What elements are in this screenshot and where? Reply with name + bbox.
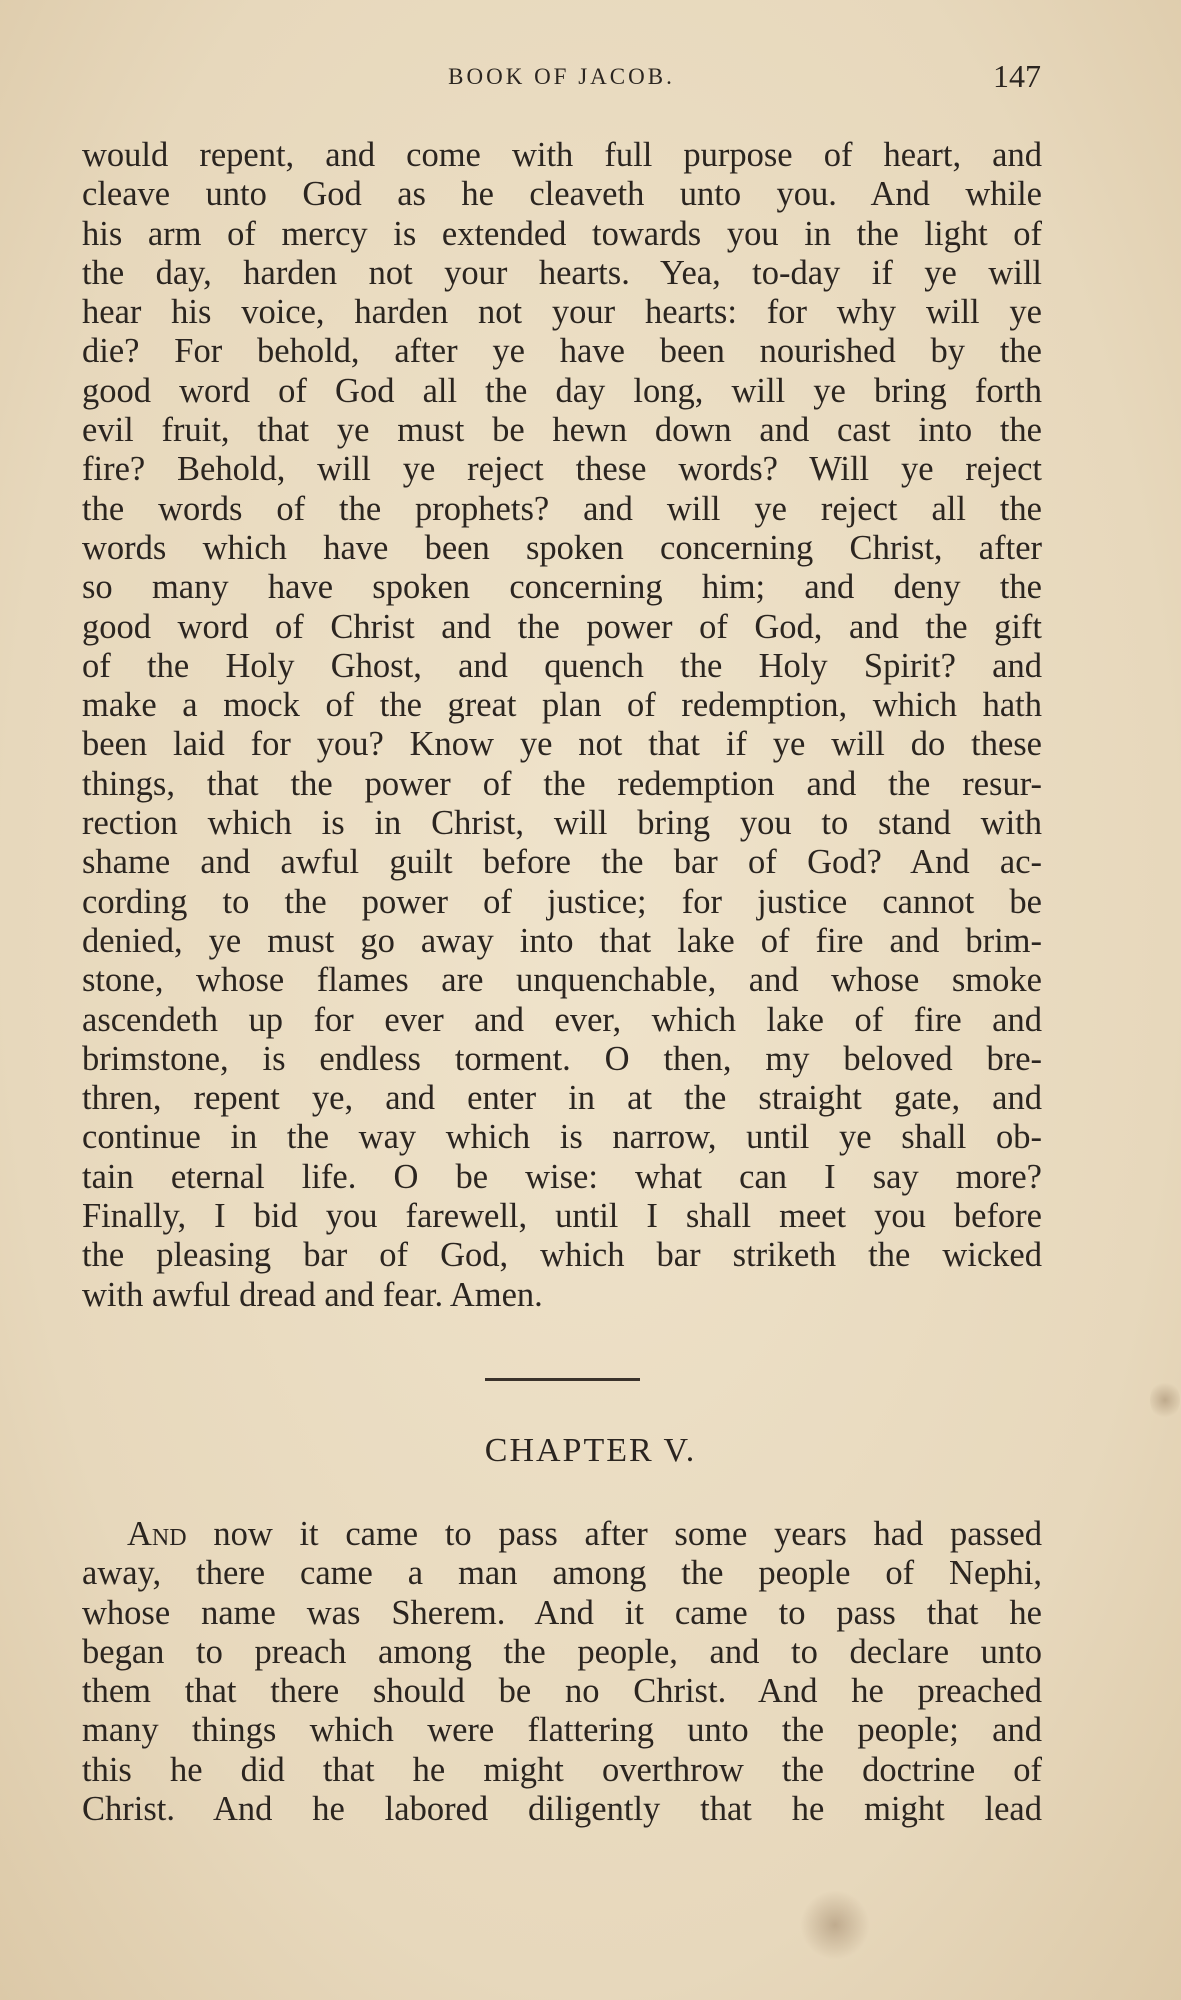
text-line: many things which were flattering unto the people; and <box>82 1711 1042 1750</box>
text-line: continue in the way which is narrow, until ye shall ob- <box>82 1118 1042 1157</box>
section-divider <box>485 1378 640 1381</box>
paragraph-continued <box>82 136 1042 1315</box>
text-line: began to preach among the people, and to declare unto <box>82 1632 1042 1671</box>
chapter-paragraph <box>82 1515 1042 1829</box>
text-line: fire? Behold, will ye reject these words? Will ye reject <box>82 450 1042 489</box>
page-number: 147 <box>993 58 1041 94</box>
text-line: whose name was Sherem. And it came to pass that he <box>82 1593 1042 1632</box>
text-line: Christ. And he labored diligently that he might lead <box>82 1790 1042 1829</box>
text-line: away, there came a man among the people of Nephi, <box>82 1554 1042 1593</box>
text-line: things, that the power of the redemption and the resur- <box>82 764 1042 803</box>
text-line: of the Holy Ghost, and quench the Holy Spirit? and <box>82 646 1042 685</box>
text-line: would repent, and come with full purpose of heart, and <box>82 136 1042 174</box>
text-line: make a mock of the great plan of redemption, which hath <box>82 686 1042 725</box>
text-line: ascendeth up for ever and ever, which lake of fire and <box>82 1000 1042 1039</box>
text-line: this he did that he might overthrow the doctrine of <box>82 1750 1042 1789</box>
text-line: rection which is in Christ, will bring you to stand with <box>82 804 1042 843</box>
paper-stain <box>800 1890 870 1960</box>
text-line: the pleasing bar of God, which bar striketh the wicked <box>82 1236 1042 1275</box>
text-line: his arm of mercy is extended towards you in the light of <box>82 214 1042 253</box>
text-line: the words of the prophets? and will ye reject all the <box>82 489 1042 528</box>
text-line: brimstone, is endless torment. O then, my beloved bre- <box>82 1039 1042 1078</box>
text-line: denied, ye must go away into that lake of fire and brim- <box>82 921 1042 960</box>
text-line-first <box>82 1515 1042 1554</box>
drop-word: And <box>127 1515 187 1553</box>
text-line: hear his voice, harden not your hearts: for why will ye <box>82 293 1042 332</box>
running-head: BOOK OF JACOB. <box>448 64 675 89</box>
text-line: with awful dread and fear. Amen. <box>82 1275 543 1314</box>
text-line: been laid for you? Know ye not that if ye will do these <box>82 725 1042 764</box>
text-line: the day, harden not your hearts. Yea, to-day if ye will <box>82 253 1042 292</box>
text-line: them that there should be no Christ. And he preached <box>82 1672 1042 1711</box>
text-line: die? For behold, after ye have been nourished by the <box>82 332 1042 371</box>
page-header <box>82 58 1041 98</box>
text-line: so many have spoken concerning him; and deny the <box>82 568 1042 607</box>
text-line: thren, repent ye, and enter in at the straight gate, and <box>82 1079 1042 1118</box>
text-line: good word of Christ and the power of God, and the gift <box>82 607 1042 646</box>
text-line: evil fruit, that ye must be hewn down and cast into the <box>82 411 1042 450</box>
text-line: tain eternal life. O be wise: what can I say more? <box>82 1157 1042 1196</box>
text-line: cleave unto God as he cleaveth unto you. And while <box>82 175 1042 214</box>
text-line: Finally, I bid you farewell, until I shall meet you before <box>82 1197 1042 1236</box>
chapter-heading: CHAPTER V. <box>484 1432 697 1469</box>
text-line: stone, whose flames are unquenchable, and whose smoke <box>82 961 1042 1000</box>
text-line: words which have been spoken concerning Christ, after <box>82 528 1042 567</box>
text-line: good word of God all the day long, will ye bring forth <box>82 371 1042 410</box>
text-line: cording to the power of justice; for justice cannot be <box>82 882 1042 921</box>
text-line: shame and awful guilt before the bar of God? And ac- <box>82 843 1042 882</box>
paper-stain <box>1150 1380 1180 1420</box>
first-line-text: now it came to pass after some years had passed <box>186 1515 1042 1553</box>
